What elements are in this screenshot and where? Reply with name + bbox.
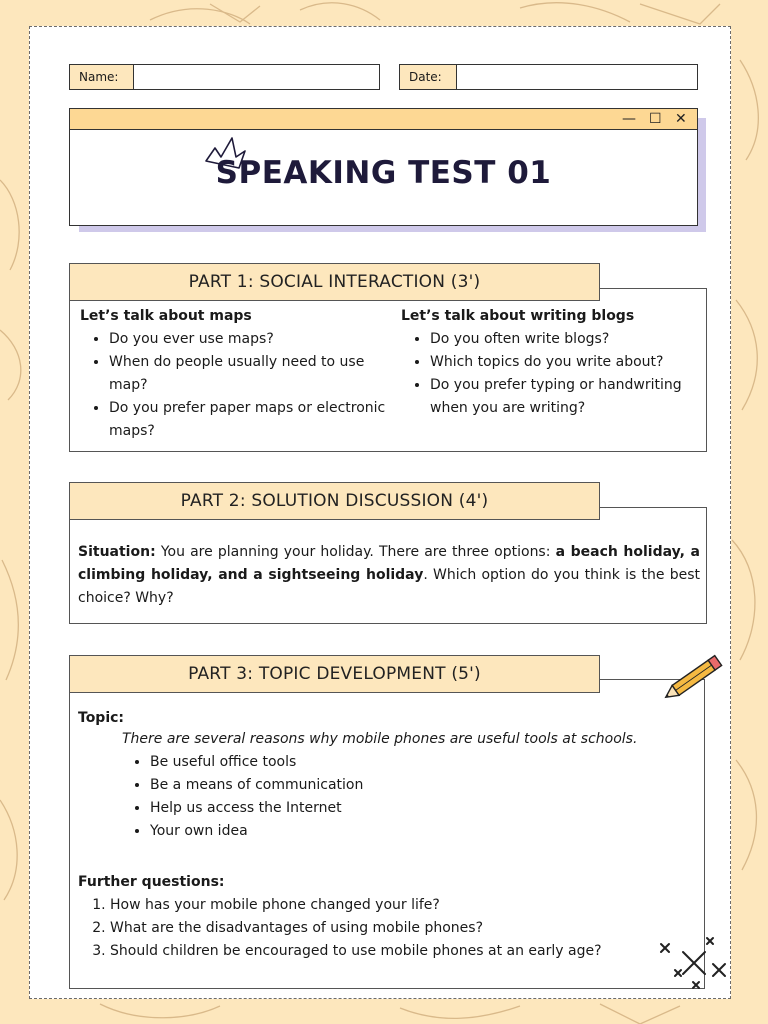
further-label: Further questions: [78,874,225,890]
list-item: • Which topics do you write about? [430,351,691,374]
close-icon: ✕ [675,111,687,127]
part1-left-list [80,328,395,443]
date-input-box[interactable] [457,65,697,89]
list-item: • Do you ever use maps? [109,328,395,351]
topic-list [121,751,363,843]
topic-label: Topic: [78,710,125,726]
minimize-icon: — [622,111,636,127]
part2-heading: PART 2: SOLUTION DISCUSSION (4') [69,482,600,520]
list-item: • Do you often write blogs? [430,328,691,351]
list-item: • Do you prefer paper maps or electronic maps? [109,397,395,443]
part3-heading: PART 3: TOPIC DEVELOPMENT (5') [69,655,600,693]
situation-options: a beach holiday, a climbing holiday, and a sightseeing holiday [78,544,700,583]
topic-list-wrap [121,751,363,843]
list-item: 1. How has your mobile phone changed your life? [110,894,602,917]
part1-right-list [401,328,691,420]
date-label: Date: [400,65,457,89]
sparkle-icon [655,932,735,992]
part2-situation [78,541,700,610]
part1-left-column [80,305,395,443]
part1-heading: PART 1: SOCIAL INTERACTION (3') [69,263,600,301]
situation-text-1: You are planning your holiday. There are three options: [155,544,556,560]
further-list [78,894,602,963]
situation-text-2: . Which option do you think is the best choice? Why? [78,567,700,606]
name-field[interactable] [69,64,380,90]
title-window-bar [70,109,697,130]
title-window [69,108,698,226]
page-title: SPEAKING TEST 01 [215,155,552,191]
part1-right-column [401,305,691,420]
date-field[interactable] [399,64,698,90]
further-questions [78,871,602,963]
list-item: • Be a means of communication [150,774,363,797]
list-item: • Your own idea [150,820,363,843]
part1-left-title: Let’s talk about maps [80,308,252,324]
topic-statement: There are several reasons why mobile phones are useful tools at schools. [122,731,638,747]
maximize-icon: ☐ [649,111,662,127]
list-item: 3. Should children be encouraged to use mobile phones at an early age? [110,940,602,963]
part1-right-title: Let’s talk about writing blogs [401,308,635,324]
list-item: • Be useful office tools [150,751,363,774]
crown-icon [203,135,247,175]
list-item: • When do people usually need to use map? [109,351,395,397]
pencil-icon [660,652,730,704]
name-label: Name: [70,65,134,89]
list-item: • Do you prefer typing or handwriting when you are writing? [430,374,691,420]
list-item: 2. What are the disadvantages of using mobile phones? [110,917,602,940]
topic-label-line [78,707,124,730]
situation-label: Situation: [78,544,156,560]
name-input-box[interactable] [134,65,379,89]
list-item: • Help us access the Internet [150,797,363,820]
